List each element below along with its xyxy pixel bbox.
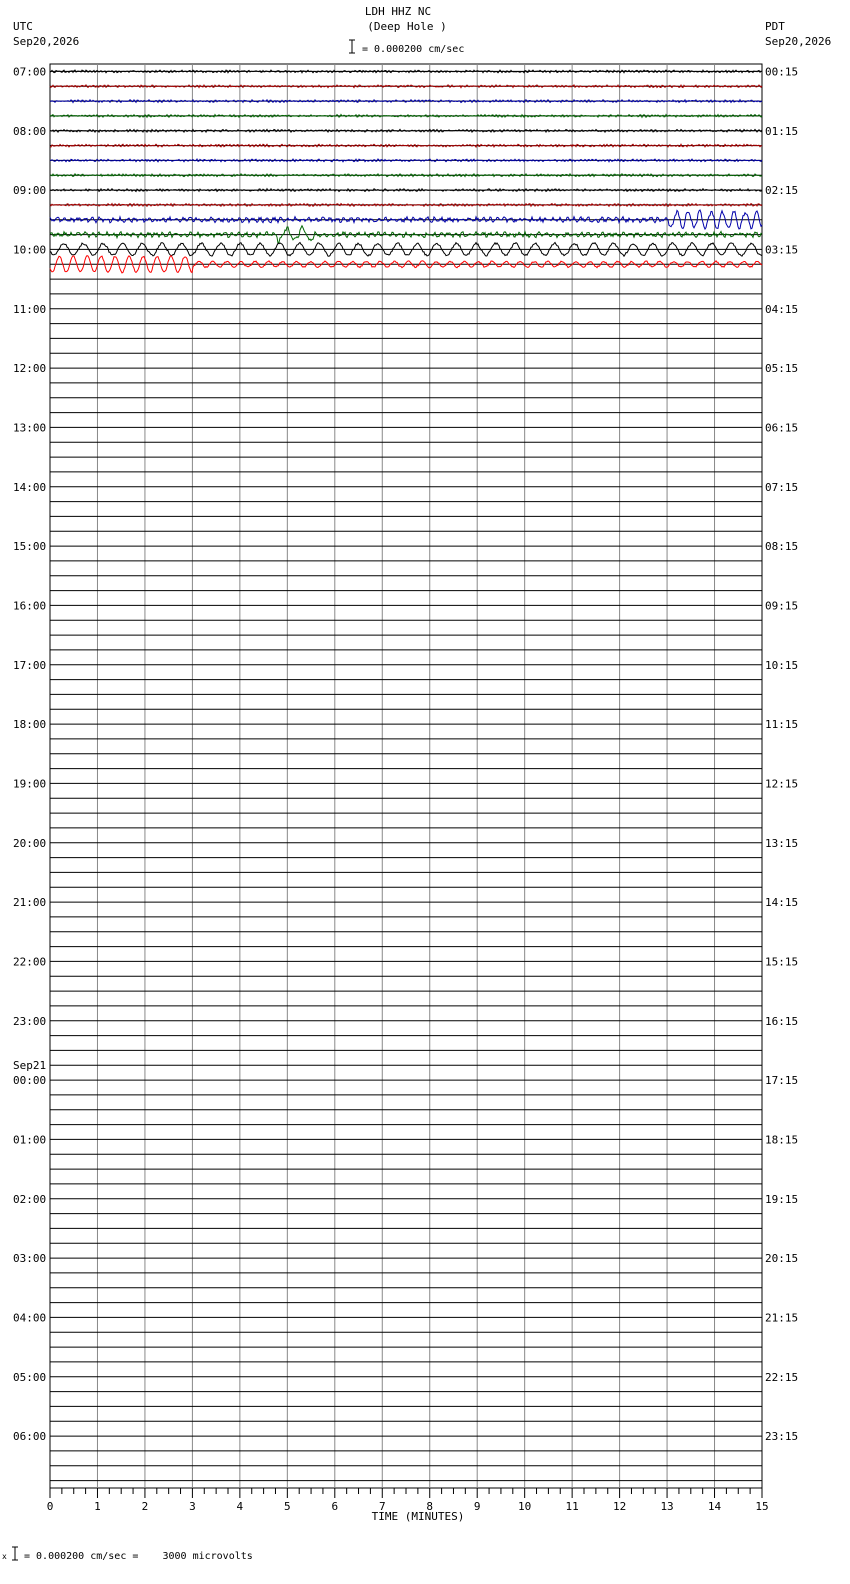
pdt-hour-label: 09:15 [765,599,799,613]
pdt-hour-label: 02:15 [765,184,799,198]
x-tick-label: 9 [473,1500,481,1513]
scale-label: = 0.000200 cm/sec [362,44,465,55]
utc-hour-label: 01:00 [13,1133,47,1147]
pdt-hour-label: 08:15 [765,540,799,554]
x-tick-label: 8 [426,1500,434,1513]
pdt-hour-label: 12:15 [765,777,799,791]
utc-hour-label: 06:00 [13,1430,47,1444]
utc-hour-label: 14:00 [13,480,47,494]
utc-hour-label: 08:00 [13,124,47,138]
pdt-hour-label: 16:15 [765,1014,799,1028]
pdt-hour-label: 14:15 [765,896,799,910]
footer-scale-marker: x [2,1552,7,1561]
utc-hour-label: 12:00 [13,362,47,376]
utc-hour-label: 02:00 [13,1192,47,1206]
x-tick-label: 6 [331,1500,339,1513]
pdt-hour-label: 00:15 [765,65,799,79]
x-tick-label: 11 [565,1500,579,1513]
x-tick-label: 5 [284,1500,291,1513]
right-date-label: Sep20,2026 [765,35,832,48]
pdt-hour-label: 22:15 [765,1370,799,1384]
x-axis-title: TIME (MINUTES) [371,1510,465,1523]
trace-layer [50,70,762,273]
right-timezone-label: PDT [765,20,785,33]
footer-scale-bar-icon [12,1547,18,1560]
utc-hour-label: 10:00 [13,243,47,257]
x-tick-label: 3 [189,1500,196,1513]
scale-bar-icon [349,40,355,53]
station-subtitle: (Deep Hole ) [367,20,447,33]
pdt-hour-label: 07:15 [765,480,799,494]
utc-hour-label: 20:00 [13,836,47,850]
utc-hour-label: 03:00 [13,1252,47,1266]
utc-hour-label: 04:00 [13,1311,47,1325]
seismic-trace [50,204,762,207]
pdt-hour-label: 15:15 [765,955,799,969]
x-tick-label: 13 [660,1500,674,1513]
seismic-trace [50,174,762,177]
pdt-hour-label: 03:15 [765,243,799,257]
pdt-hour-label: 17:15 [765,1074,799,1088]
utc-hour-label: 18:00 [13,718,47,732]
plot-grid [50,64,762,1488]
x-tick-label: 1 [94,1500,101,1513]
pdt-hour-label: 19:15 [765,1192,799,1206]
pdt-hour-label: 11:15 [765,718,799,732]
pdt-hour-label: 20:15 [765,1252,799,1266]
utc-hour-label: 21:00 [13,896,47,910]
x-tick-label: 10 [518,1500,532,1513]
x-tick-label: 12 [612,1500,627,1513]
pdt-hour-label: 10:15 [765,658,799,672]
x-tick-label: 7 [378,1500,386,1513]
plot-frame [50,64,762,1488]
left-timezone-label: UTC [13,20,33,33]
pdt-hour-label: 23:15 [765,1430,799,1444]
utc-hour-label: 11:00 [13,302,47,316]
utc-hour-label: 15:00 [13,540,47,554]
pdt-hour-label: 21:15 [765,1311,799,1325]
pdt-hour-label: 13:15 [765,836,799,850]
x-tick-label: 0 [46,1500,54,1513]
pdt-hour-label: 04:15 [765,302,799,316]
utc-hour-label: 13:00 [13,421,47,435]
seismic-trace [50,144,762,147]
day-change-label: Sep21 [13,1059,47,1073]
pdt-hour-label: 01:15 [765,124,799,138]
pdt-hour-label: 18:15 [765,1133,799,1147]
left-date-label: Sep20,2026 [13,35,80,48]
station-title: LDH HHZ NC [364,5,432,18]
time-labels [13,65,798,1443]
footer-scale-label: = 0.000200 cm/sec = 3000 microvolts [24,1551,253,1562]
utc-hour-label: 09:00 [13,184,47,198]
utc-hour-label: 23:00 [13,1014,47,1028]
utc-hour-label: 16:00 [13,599,47,613]
utc-hour-label: 17:00 [13,658,47,672]
utc-hour-label: 00:00 [13,1074,47,1088]
utc-hour-label: 07:00 [13,65,47,79]
x-tick-label: 15 [755,1500,769,1513]
pdt-hour-label: 05:15 [765,362,799,376]
x-tick-label: 4 [236,1500,244,1513]
x-tick-label: 14 [707,1500,722,1513]
utc-hour-label: 05:00 [13,1370,47,1384]
seismic-trace [50,85,762,88]
pdt-hour-label: 06:15 [765,421,799,435]
utc-hour-label: 22:00 [13,955,47,969]
x-tick-label: 2 [141,1500,149,1513]
utc-hour-label: 19:00 [13,777,47,791]
